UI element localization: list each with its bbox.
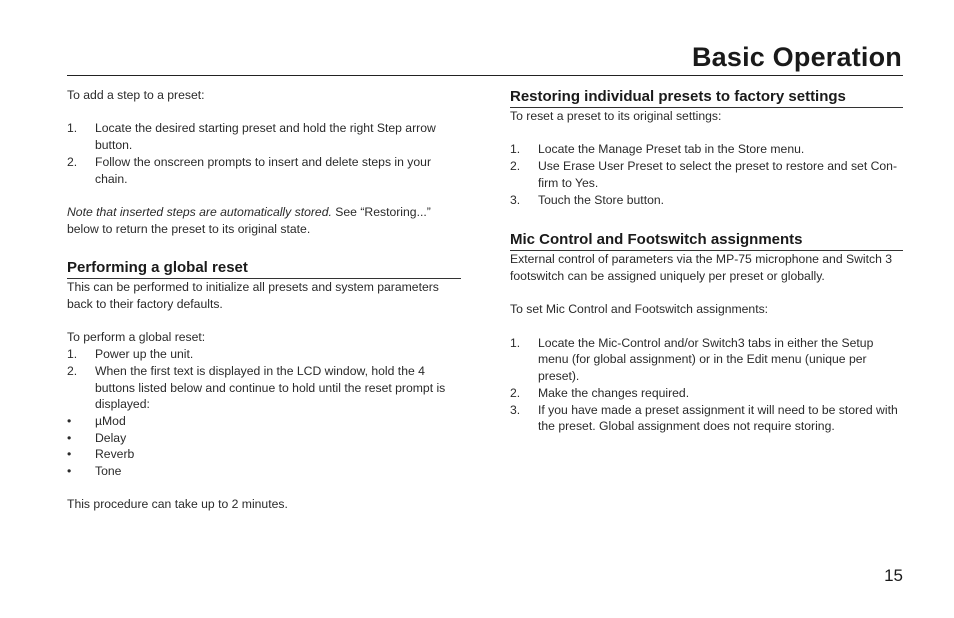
list-item-text: Locate the Manage Preset tab in the Store menu.	[538, 142, 805, 157]
bullet-marker: •	[67, 464, 72, 479]
restoring-intro: To reset a preset to its original settings:	[510, 109, 722, 123]
list-item	[510, 385, 903, 402]
list-item-text: Locate the desired starting preset and hold the right Step arrow button.	[95, 121, 436, 153]
mic-control-intro: To set Mic Control and Footswitch assignments:	[510, 302, 769, 317]
bullet-text: Tone	[95, 464, 122, 479]
list-item-text: If you have made a preset assignment it will need to be stored with the preset. Global assignment does not require storing.	[538, 402, 898, 434]
list-item-text: Use Erase User Preset to select the preset to restore and set Con-firm to Yes.	[538, 159, 898, 190]
bullet-item	[67, 463, 461, 480]
auto-store-note	[67, 204, 461, 237]
restoring-steps	[510, 141, 903, 208]
bullet-item	[67, 413, 461, 430]
list-item	[67, 154, 461, 187]
list-item-text: Make the changes required.	[538, 385, 690, 400]
list-number: 2.	[67, 154, 78, 169]
global-reset-heading: Performing a global reset	[67, 258, 461, 279]
title-rule	[67, 75, 903, 76]
list-number: 1.	[67, 121, 78, 136]
list-number: 1.	[67, 347, 78, 362]
note-italic-text: Note that inserted steps are automatically stored.	[67, 204, 332, 219]
global-reset-steps	[67, 346, 461, 413]
list-item	[510, 335, 903, 385]
bullet-text: Reverb	[95, 447, 135, 462]
global-reset-footer: This procedure can take up to 2 minutes.	[67, 497, 288, 512]
list-number: 2.	[510, 159, 521, 174]
page-number: 15	[884, 566, 903, 585]
list-item	[67, 363, 461, 413]
list-item-text: Follow the onscreen prompts to insert and delete steps in your chain.	[95, 154, 432, 186]
list-number: 2.	[510, 385, 521, 400]
page-title: Basic Operation	[691, 42, 902, 72]
list-item	[67, 346, 461, 363]
list-item	[510, 158, 903, 191]
right-column	[510, 87, 903, 435]
bullet-marker: •	[67, 413, 72, 428]
restoring-heading: Restoring individual presets to factory settings	[510, 87, 903, 108]
mic-control-desc: External control of parameters via the MP-75 microphone and Switch 3 footswitch can be assigned uniquely per preset or globally.	[510, 252, 893, 283]
mic-control-heading: Mic Control and Footswitch assignments	[510, 230, 903, 251]
list-item-text: Power up the unit.	[95, 347, 194, 362]
bullet-marker: •	[67, 430, 72, 445]
list-item-text: Locate the Mic-Control and/or Switch3 tabs in either the Setup menu (for global assignment) or in the Edit menu (unique per preset).	[538, 335, 874, 384]
list-item-text: Touch the Store button.	[538, 192, 665, 207]
bullet-text: µMod	[95, 413, 126, 428]
list-number: 2.	[67, 363, 78, 378]
global-reset-intro: To perform a global reset:	[67, 330, 206, 345]
global-reset-desc: This can be performed to initialize all presets and system parameters back to their factory defaults.	[67, 280, 439, 311]
bullet-item	[67, 446, 461, 463]
mic-control-steps	[510, 335, 903, 435]
list-item	[510, 141, 903, 158]
add-step-list	[67, 120, 461, 187]
bullet-marker: •	[67, 447, 72, 462]
list-item	[510, 192, 903, 209]
left-column	[67, 87, 461, 513]
button-bullet-list	[67, 413, 461, 480]
list-number: 1.	[510, 142, 521, 157]
list-item-text: When the first text is displayed in the LCD window, hold the 4 buttons listed below and continue to hold until the reset prompt is displayed:	[95, 363, 446, 412]
list-number: 1.	[510, 335, 521, 350]
list-number: 3.	[510, 192, 521, 207]
note-text: See “Restoring...” below to return the preset to its original state.	[67, 204, 431, 236]
list-number: 3.	[510, 402, 521, 417]
bullet-item	[67, 430, 461, 447]
add-step-intro: To add a step to a preset:	[67, 88, 205, 102]
bullet-text: Delay	[95, 430, 127, 445]
list-item	[510, 402, 903, 435]
list-item	[67, 120, 461, 153]
